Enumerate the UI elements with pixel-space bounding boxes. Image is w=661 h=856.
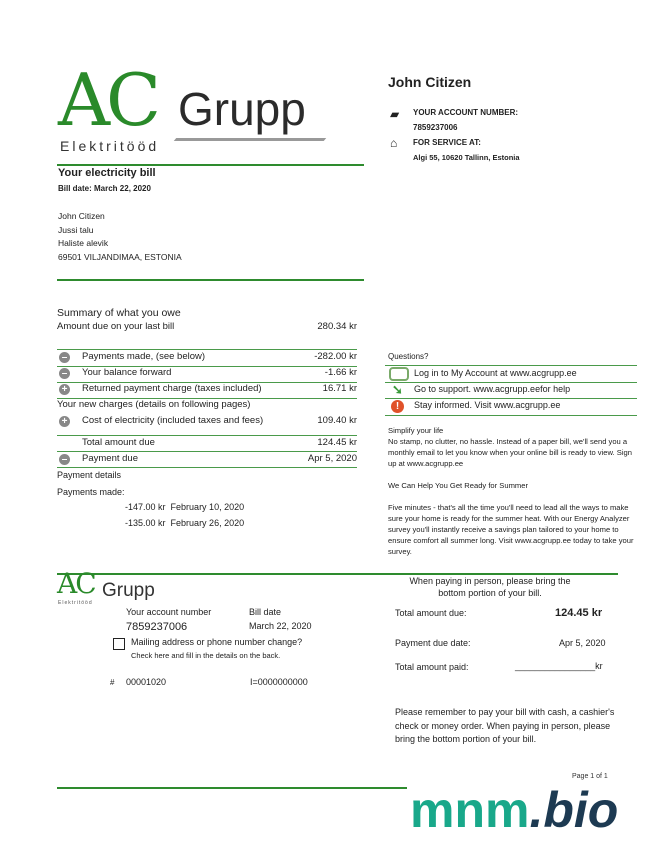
- cursor-icon: ➘: [392, 382, 403, 397]
- amount-paid-field[interactable]: ________________kr: [515, 661, 603, 671]
- stub-account-number: 7859237006: [126, 621, 188, 633]
- alert-icon: !: [391, 400, 404, 413]
- logo-subtitle: Elektritööd: [60, 138, 160, 154]
- service-address: Algi 55, 10620 Tallinn, Estonia: [413, 153, 520, 162]
- payment-entry: -147.00 kr February 10, 2020: [125, 502, 245, 512]
- page-number: Page 1 of 1: [572, 773, 608, 780]
- question-item[interactable]: Log in to My Account at www.acgrupp.ee: [387, 366, 637, 382]
- plus-icon: +: [59, 416, 70, 427]
- summary-title: Summary of what you owe: [57, 307, 181, 319]
- electricity-row: + Cost of electricity (included taxes and fees) 109.40 kr: [57, 414, 357, 430]
- summary-row: – Payments made, (see below) -282.00 kr: [57, 350, 357, 366]
- watermark: mnm.bio: [410, 782, 619, 838]
- house-icon: ⌂: [390, 136, 398, 150]
- plus-icon: +: [59, 384, 70, 395]
- question-item[interactable]: ➘ Go to support. www.acgrupp.eefor help: [392, 382, 571, 397]
- bill-title: Your electricity bill: [58, 167, 156, 179]
- last-bill-row: Amount due on your last bill 280.34 kr: [57, 321, 357, 332]
- question-item[interactable]: ! Stay informed. Visit www.acgrupp.ee: [387, 398, 637, 414]
- summary-row: – Your balance forward -1.66 kr: [57, 366, 357, 382]
- electricity-bill-page: AC Grupp Elektritööd Your electricity bill Bill date: March 22, 2020 John Citizen Jussi talu Haliste alevik 69501 VILJANDIMAA, ESTONIA John Citizen ▰ YOUR ACCOUNT NUMBER: 7859237006 ⌂ FOR SERVICE AT: Algi 55, 10620 Tallinn, Estonia Summary of what you owe Amount due on your last bill 280.34 kr – Payments made, (see below) -282.00 kr – Your balance forward -1.66 kr + Returned payment charge (taxes included) 16.71 kr Your new charges (details on following pages) + Cost of electricity (included taxes and fees) 109.40 kr Total amount due 124.45 kr – Payment due Apr 5, 2020 Payment details Payments made: -147.00 kr February 10, 2020 -135.00 kr February 26, 2020 Questions? Log in to My Account at www.acgrupp.ee ➘ Go to support. www.acgrupp.eefor help ! Stay informed. Visit www.acgrupp.ee Simplify your life No stamp, no clutter, no hassle. Instead of a paper bill, we'll send you a monthly email to let you know when your online bill is ready to view. Sign up at www.acgrupp.ee We Can Help You Get Ready for Summer Five minutes - that's all the time you'll need to lead all the ways to make sure your home is ready for the summer heat. With our Energy Analyzer survey you'll instantly receive a savings plan tailored to your home to ensure comfort all summer long. Visit www.acgrupp.ee today to take your survey. AC Grupp Elektritööd Your account number 7859237006 Bill date March 22, 2020 Mailing address or phone number change? Check here and fill in the details on the back. # 00001020 I=0000000000 When paying in person, please bring the bottom portion of your bill. Total amount due: 124.45 kr Payment due date: Apr 5, 2020 Total amount paid: ________________kr Please remember to pay your bill with cash, a cashier's check or money order. When paying in person, please bring the bottom portion of your bill. Page 1 of 1 mnm.bio: [0, 0, 661, 856]
- chat-icon: [389, 367, 409, 381]
- customer-address: John Citizen Jussi talu Haliste alevik 69501 VILJANDIMAA, ESTONIA: [58, 211, 182, 262]
- folder-icon: ▰: [390, 107, 400, 121]
- address-change-checkbox[interactable]: [113, 638, 125, 650]
- logo-ac: AC: [58, 58, 158, 142]
- new-charges-label: Your new charges (details on following pages): [57, 399, 251, 410]
- bill-date: Bill date: March 22, 2020: [58, 184, 151, 193]
- payment-entry: -135.00 kr February 26, 2020: [125, 518, 245, 528]
- total-row: Total amount due 124.45 kr: [82, 437, 357, 448]
- summary-row: + Returned payment charge (taxes included) 16.71 kr: [57, 382, 357, 398]
- payment-due-row: – Payment due Apr 5, 2020: [57, 452, 357, 468]
- logo-grupp: Grupp: [178, 83, 306, 135]
- minus-icon: –: [59, 454, 70, 465]
- logo-bolt: [174, 138, 327, 141]
- account-number: 7859237006: [413, 123, 458, 132]
- minus-icon: –: [59, 368, 70, 379]
- stub-total-due: 124.45 kr: [555, 607, 603, 619]
- minus-icon: –: [59, 352, 70, 363]
- info-text: Simplify your life No stamp, no clutter, no hassle. Instead of a paper bill, we'll send you a monthly email to let you know when your online bill is ready to view. Sign up at www.acgrupp.ee We Can Help You Get Ready for Summer Five minutes - that's all the time you'll need to lead all the ways to make sure your home is ready for the summer heat. With our Energy Analyzer survey you'll instantly receive a savings plan tailored to your home to ensure comfort all summer long. Visit www.acgrupp.ee today to take your survey.: [388, 426, 634, 556]
- account-holder: John Citizen: [388, 74, 472, 90]
